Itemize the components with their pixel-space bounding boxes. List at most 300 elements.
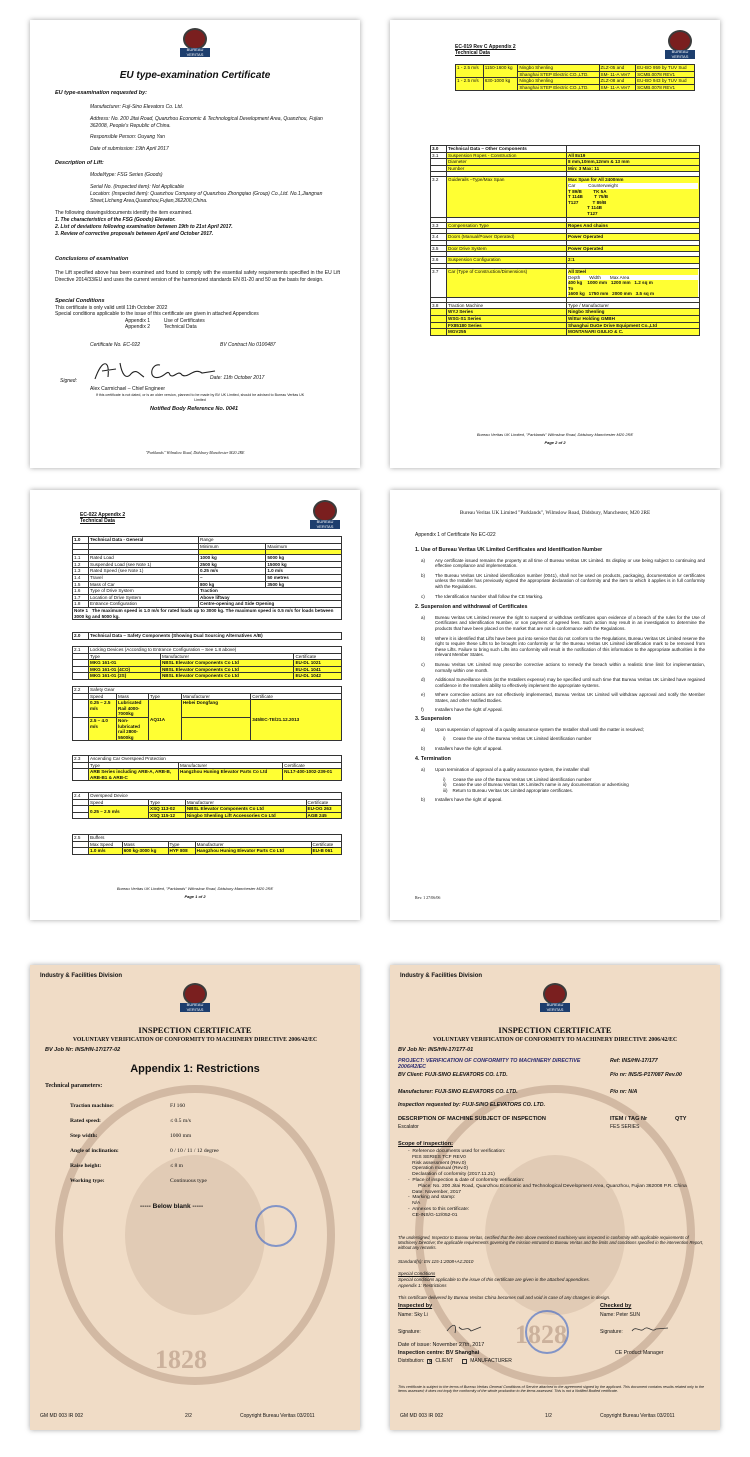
table-row (431, 257, 700, 264)
table-cell: 1.8 (73, 601, 89, 608)
parameters-list (70, 1099, 219, 1189)
table-cell: Safety Gear (89, 687, 342, 694)
table-cell (431, 316, 447, 323)
validity-line: This certificate is only valid until 11th October 2022 (55, 305, 168, 311)
table-cell (73, 693, 89, 700)
rule-subitem: i) Cease the use of the Bureau Veritas UK Limited identification number (443, 776, 592, 782)
table-cell: Traction Machine (447, 302, 567, 309)
distribution-row (398, 1358, 512, 1364)
table-cell: 0.25 – 2.5 m/s (89, 806, 149, 819)
table-cell: Diameter (447, 159, 567, 166)
table-row (73, 537, 342, 544)
table-cell: 1.7 (73, 594, 89, 601)
inspector-name: Name: Sky Li (398, 1312, 428, 1318)
rule-label: b) (421, 797, 426, 803)
appendix-title: Appendix 1: Restrictions (130, 1063, 260, 1075)
issue-date: Date of issue: November 27th, 2017 (398, 1342, 485, 1348)
client-checkbox-label: CLIENT (435, 1358, 454, 1364)
page-footer: Bureau Veritas UK Limited, "Parklands" Wilmslow Road, Didsbury Manchester M20 2RE (476, 432, 634, 437)
table-cell: 345/EC-TE/21.12.2013 (251, 700, 342, 741)
job-number: BV Job Nr: INS/HN-17/177-02 (45, 1047, 121, 1053)
table-cell (567, 177, 700, 217)
table-cell (567, 268, 700, 297)
table-cell: Car (Type of Construction/Dimensions) (447, 268, 567, 297)
table-cell: 0.25 – 2.5 m/s (89, 700, 117, 718)
rule-item (415, 692, 705, 703)
description-heading: DESCRIPTION OF MACHINE SUBJECT OF INSPECTION (398, 1116, 546, 1122)
table-cell: Ningbo Shenling (518, 65, 599, 72)
table-cell: EU-B 061 (311, 848, 341, 855)
table-row (73, 700, 342, 718)
special-note: Special conditions applicable to the issue of this certificate are given in attached Appendices (55, 311, 259, 317)
guiderail-line: T 114B T 75/B (568, 194, 609, 200)
safety-components-table (72, 632, 342, 640)
table-cell: Manufacturer (160, 653, 294, 660)
rule-subitem: iii) Return to Bureau Veritas UK Limited appropriate certificates. (443, 787, 574, 793)
rule-label: b) (421, 745, 426, 751)
scope-line: FES SERIES TCF REV0 (408, 1154, 466, 1160)
table-cell (73, 848, 89, 855)
table-row (456, 78, 695, 85)
conclusions-text: The Lift specified above has been examined and found to comply with the essential safety requirements specified in the EU Lift Directive 2014/33/EU and uses the current version of the harmonized standards EN 81-20 and 50 as the basis for design. (55, 270, 340, 283)
table-row (431, 177, 700, 217)
rule-text: Installers have the right of appeal. (435, 745, 503, 751)
checked-by-label: Checked by (600, 1303, 632, 1309)
table-cell: EU-DL 1041 (294, 666, 342, 673)
handwritten-signature (90, 355, 220, 385)
table-cell: Manufacturer (179, 762, 283, 769)
table-cell: All 8x19 (567, 152, 700, 159)
rule-item (415, 677, 705, 688)
parameter-value: 0 / 10 / 11 / 12 degree (170, 1148, 219, 1154)
appendix-reference: Appendix 1: Restrictions (398, 1283, 447, 1288)
certificate-title: EU type-examination Certificate (119, 70, 271, 81)
car-dims-line: 1600 kg 1750 mm 2000 mm 3.5 sq m (568, 291, 698, 297)
parameter-row (70, 1099, 219, 1114)
certificate-title: INSPECTION CERTIFICATE (138, 1025, 252, 1035)
delivered-statement: This certificate delivered by Bureau Veritas China becomes null and void in case of any changes in design. (398, 1295, 611, 1300)
table-cell: Manufacturer (185, 799, 306, 806)
table-cell: SM- 11-A Ver7 (599, 71, 636, 78)
table-cell: Type (89, 762, 179, 769)
signer-note: If this certificate is not dated, or is an older version, planned to be made by BV UK Limited, should be advised to Bureau Veritas UK Limited (95, 393, 305, 402)
table-cell: 3.1 (431, 152, 447, 159)
table-cell: 50 metres (266, 574, 342, 581)
table-cell: 2:1 (567, 257, 700, 264)
table-cell: Entrance Configuration (89, 601, 199, 608)
table-cell: 1.3 (73, 568, 89, 575)
table-cell (73, 666, 89, 673)
rule-item (415, 558, 705, 569)
table-cell: SCMB.0078 REV1 (636, 71, 695, 78)
table-row (73, 762, 342, 769)
table-cell: Minimum (199, 543, 266, 550)
table-row (73, 835, 342, 842)
table-cell: Suspension Configuration (447, 257, 567, 264)
bureau-veritas-logo: BUREAU VERITAS (310, 500, 340, 534)
technical-data-header: Technical Data (80, 518, 115, 524)
table-row (73, 647, 342, 654)
technical-data-page-ec019 (390, 20, 720, 468)
table-cell: NL17-400-1002-239-01 (283, 769, 342, 781)
parameter-value: ≤ 8 m (170, 1163, 184, 1169)
reference-number: Ref: INS/HN-17/177 (610, 1058, 658, 1064)
rules-body (415, 548, 705, 803)
checker-signature (630, 1323, 670, 1335)
table-row (73, 841, 342, 848)
table-cell: 1000 kg (199, 555, 266, 562)
page-footer: Bureau Veritas UK Limited, "Parklands" Wilmslow Road, Didsbury Manchester M20 2RE (116, 886, 274, 891)
table-cell: 15000 kg (266, 561, 342, 568)
signature-label: Signature: (398, 1329, 421, 1335)
table-row (73, 633, 342, 640)
page-footer: "Parklands" Wilmslow Road, Didsbury Manchester M20 2RE (145, 450, 245, 455)
table-cell: 5000 kg (266, 555, 342, 562)
table-cell: 2.2 (73, 687, 89, 694)
section-heading: 2. Suspension and withdrawal of Certificates (415, 604, 528, 611)
table-row (431, 159, 700, 166)
table-cell: 1 - 2.5 m/s (456, 65, 484, 78)
table-cell (73, 700, 89, 718)
table-cell: 2.4 (73, 793, 89, 800)
scope-line: - Marking and stamp: (408, 1195, 456, 1201)
rule-label: c) (421, 661, 425, 667)
table-cell: 3.7 (431, 268, 447, 297)
parameter-label: Step width: (70, 1133, 98, 1139)
table-cell: Traction (199, 588, 342, 595)
table-cell: EU-BO 959 by TUV Sud (636, 65, 695, 72)
table-cell (567, 146, 700, 153)
table-cell: ARB Series including ARB-A, ARB-B, ARB-B1 & ARB-C (89, 769, 179, 781)
item-tag-value: FES SERIES (610, 1124, 640, 1130)
rule-label: e) (421, 692, 426, 698)
rule-item (415, 662, 705, 673)
guiderail-line: T127 T 89/B (568, 199, 607, 205)
rule-item (415, 573, 705, 590)
table-cell: EU-DL 1042 (294, 673, 342, 680)
rule-text: The Identification Number shall follow the CE Marking. (435, 593, 544, 599)
table-cell: Overspeed Device (89, 793, 342, 800)
submission-date: Date of submission: 19th April 2017 (90, 146, 169, 152)
technical-parameters-heading: Technical parameters: (45, 1083, 103, 1089)
po-number-2: P/o nr: N/A (610, 1089, 638, 1095)
footer-page: 2/2 (185, 1413, 192, 1419)
table-row (73, 660, 342, 667)
table-cell (73, 673, 89, 680)
table-row (73, 574, 342, 581)
table-cell: Max Speed (89, 841, 123, 848)
rule-item (415, 767, 705, 773)
table-row (456, 65, 695, 72)
certificate-title: INSPECTION CERTIFICATE (498, 1025, 612, 1035)
table-cell: 3.0 (431, 146, 447, 153)
manufacturer-line: Manufacturer: Fuji-Sino Elevators Co. Ltd. (90, 104, 184, 110)
rule-text: Upon termination of approval of a quality assurance system, the installer shall (435, 767, 590, 773)
rule-text: Where it is identified that Lifts have been put into service that do not conform to the Regulations, Bureau Veritas UK Limited reserve the right to require these Lifts to be brought into conformity or for the Bureau Veritas UK Limited identification mark to be removed from these Lifts. Failure to bring such Lifts into conformity will result in the notification of this information to the appropriate authorities in the relevant Member States. (435, 635, 705, 658)
scope-line: Operation manual (Rev.0) (408, 1166, 468, 1172)
table-row (431, 222, 700, 229)
table-row (431, 165, 700, 172)
table-cell (73, 769, 89, 781)
general-data-table (72, 536, 342, 620)
table-cell: Speed (89, 693, 117, 700)
table-cell (73, 806, 89, 813)
table-row (73, 561, 342, 568)
table-cell: Suspension Ropes - Construction (447, 152, 567, 159)
table-cell: Type (149, 693, 182, 700)
table-cell: Certificate (311, 841, 341, 848)
table-cell: XSQ 113-02 (149, 806, 186, 813)
scope-line: CE-INS/G-12/052-01 (408, 1212, 458, 1218)
table-cell: Doors (Manual/Power Operated) (447, 234, 567, 241)
table-cell: 2.1 (73, 647, 89, 654)
rule-label: d) (421, 677, 426, 683)
locking-devices-table (72, 646, 342, 680)
table-cell: Hangzhou Huning Elevator Parts Co Ltd (179, 769, 283, 781)
inspection-stamp (525, 1310, 569, 1354)
certificate-subtitle: VOLUNTARY VERIFICATION OF CONFORMITY TO MACHINERY DIRECTIVE 2006/42/EC (72, 1037, 318, 1043)
table-cell: WYJ Series (447, 309, 567, 316)
table-cell (431, 159, 447, 166)
table-cell: Shanghai DuGe Drive Equipment Co.,Ltd (567, 322, 700, 329)
table-cell: ZLZ-05 and (599, 65, 636, 72)
description-heading: Description of Lift: (55, 160, 104, 166)
table-cell: Certificate (251, 693, 342, 700)
undersigned-statement: The undersigned, Inspector to Bureau Veritas, certified that the item above mentioned machinery was inspected in conformity with applicable requirements of Machinery Directive; the applicable requirements governing the mission entrusted to Bureau Veritas and the limits and conditions specified in the intervention Report, without any remarks. (398, 1235, 704, 1250)
table-row (73, 799, 342, 806)
table-cell: Hebei Dongfang (181, 700, 250, 718)
rule-label: f) (421, 707, 424, 713)
list-item: 1. The characteristics of the FSG (Goods) Elevator. (55, 217, 176, 223)
table-cell: MKG 161-01 (2S) (89, 673, 161, 680)
inspected-by-label: Inspected by (398, 1303, 433, 1309)
parameter-value: 1000 mm (170, 1133, 192, 1139)
rule-subitem: i) Cease the use of the Bureau Veritas UK Limited identification number (443, 736, 592, 742)
documents-list (55, 217, 233, 238)
table-cell (431, 165, 447, 172)
special-conditions-heading: Special Conditions (398, 1271, 436, 1276)
footer-right: Copyright Bureau Veritas 03/2011 (600, 1413, 675, 1419)
car-dims-line: To (568, 286, 698, 292)
table-cell (89, 543, 199, 550)
table-cell: 3.2 (431, 177, 447, 217)
table-cell: 1.2 (73, 561, 89, 568)
table-row (73, 543, 342, 550)
table-cell: HYF 808 (168, 848, 195, 855)
serial-line: Serial No. (Inspected item): Not Applicable (90, 184, 185, 190)
table-cell: Type / Manufacturer (567, 302, 700, 309)
table-cell: Lubricated Rail 4000-7000kg (117, 700, 149, 718)
product-manager-label: CE Product Manager (615, 1350, 664, 1356)
table-cell: 2.5 (73, 835, 89, 842)
table-cell: MKG 161-01 (4CO) (89, 666, 161, 673)
watermark-year: 1828 (155, 1345, 207, 1374)
scope-line: Risk assessment (Rev.0) (408, 1160, 467, 1166)
signer-name: Alex Carmichael – Chief Engineer (90, 386, 166, 392)
parameter-label: Traction machine: (70, 1103, 114, 1109)
table-cell (431, 329, 447, 336)
rule-subitem: ii) Cease the use of Bureau Veritas UK Limited's name in any documentation or advertising (443, 782, 629, 788)
table-cell: Shanghai STEP Electric CO.,LTD. (518, 71, 599, 78)
table-cell (73, 799, 89, 806)
signature-date: Date: 11th October 2017 (210, 375, 265, 381)
rule-label: a) (421, 726, 426, 732)
bureau-veritas-logo: BUREAU VERITAS (665, 30, 695, 64)
parameter-label: Raise height: (70, 1163, 102, 1169)
table-cell: Type (168, 841, 195, 848)
table-cell: EU-DL 1021 (294, 660, 342, 667)
table-cell: 1.0 m/s (89, 848, 123, 855)
appendix-title: Appendix 1 of Certificate No EC-022 (415, 532, 496, 538)
appendix-rules-page (390, 490, 720, 920)
scope-line: Date: November, 2017 (408, 1189, 462, 1195)
rule-text: The Bureau Veritas UK Limited identification number (0041), shall not be used on products, packaging, documentation or certificates unless the Installer has previously signed the appropriate declaration of conformity and the item to which it applies is in full conformity with the Regulations. (435, 572, 705, 589)
footer-left: GM MD 003 IR 002 (40, 1413, 84, 1419)
table-row (431, 316, 700, 323)
rule-item (415, 594, 705, 600)
table-cell: Ningbo Shenling Lift Accessories Co Ltd (185, 812, 306, 819)
address-line: Address: No. 200 Jitai Road, Quanzhou Economic & Technological Development Area, Quanzhou, Fujian 362008, People's Republic of China. (90, 116, 323, 129)
table-cell: 1.0 m/s (266, 568, 342, 575)
table-row (73, 607, 342, 619)
section-heading: 1. Use of Bureau Veritas UK Limited Certificates and Identification Number (415, 547, 603, 553)
parameter-row (70, 1174, 219, 1189)
table-cell: Certificate (294, 653, 342, 660)
table-cell: MGV255 (447, 329, 567, 336)
table-row (73, 568, 342, 575)
table-cell (73, 841, 89, 848)
rule-item (415, 727, 705, 733)
special-conditions-text: Special conditions applicable to the issue of this certificate are given in the attached appendices. (398, 1277, 590, 1282)
conclusions-heading: Conclusions of examination (55, 256, 129, 262)
qty-heading: QTY (675, 1116, 687, 1122)
manufacturer-line: Manufacturer: FUJI-SINO ELEVATORS CO. LTD. (398, 1089, 518, 1095)
table-cell: Certificate (283, 762, 342, 769)
fine-print: This certificate is subject to the terms of Bureau Veritas General Conditions of Service attached to the agreement signed by the applicant. This document contains results related only to the items assessed; it does not imply the conformity of the whole production to the items assessed. This is not a Notified Bodied certificate. (398, 1385, 705, 1394)
signature-label-2: Signature: (600, 1329, 623, 1335)
bureau-veritas-logo: BUREAU VERITAS (540, 983, 570, 1017)
acop-table (72, 755, 342, 781)
table-row (73, 594, 342, 601)
table-cell: NBSL Elevator Components Co Ltd (160, 666, 294, 673)
guiderail-line: T 114B (568, 205, 602, 211)
parameter-label: Angle of inclination: (70, 1148, 119, 1154)
table-cell: 1.4 (73, 574, 89, 581)
table-cell: SM- 11-A Ver7 (599, 84, 636, 91)
bureau-veritas-logo: BUREAU VERITAS (180, 28, 210, 62)
scope-line: Declaration of conformity (2017.11.21) (408, 1172, 495, 1178)
rule-label: a) (421, 614, 426, 620)
table-cell: 3.4 (431, 234, 447, 241)
table-row (73, 756, 342, 763)
table-row (73, 693, 342, 700)
signed-label: Signed: (60, 378, 77, 384)
inspection-certificate-main (390, 965, 720, 1430)
table-cell: WSG-S1 Series (447, 316, 567, 323)
rule-label: c) (421, 593, 425, 599)
parameter-label: Rated speed: (70, 1118, 101, 1124)
client-checkbox[interactable]: ✕ (428, 1358, 433, 1364)
table-row (73, 666, 342, 673)
list-item: 3. Review of corrective proposals between April and October 2017. (55, 231, 214, 237)
table-cell (73, 762, 89, 769)
table-row (431, 329, 700, 336)
location-line: Location: (Inspected item): Quanzhou Company of Quanzhou Zhongqiao (Group) Co.,Ltd. No.1,Jiangnan Street,Licheng Area,Quanzhou,Fujian,362200,China. (90, 191, 323, 204)
inspector-signature (445, 1321, 485, 1335)
table-row (73, 793, 342, 800)
drive-table (455, 64, 695, 91)
appendix-header: EC-019 Rev C Appendix 2 (455, 44, 516, 50)
scope-line: Place: No. 200 Jitai Road, Quanzhou Economic and Technological Development Area, Quanzhou, Fujian 362008 P.R. China (414, 1183, 687, 1189)
table-cell: XSQ 115-12 (149, 812, 186, 819)
rule-item (415, 636, 705, 658)
table-cell: Compensation Type (447, 222, 567, 229)
rule-text: Bureau Veritas UK Limited may prescribe corrective actions to remedy the breach within a realistic time limit for implementation, normally within one month. (435, 661, 705, 673)
rule-item (415, 797, 705, 803)
parameter-row (70, 1144, 219, 1159)
table-cell: 1150-1600 kg (483, 65, 518, 78)
table-cell: Min: 3 Max: 11 (567, 165, 700, 172)
table-cell: Door Drive System (447, 245, 567, 252)
car-dims-line: 400 kg 1000 mm 1200 mm 1.2 sq m (568, 280, 698, 286)
rule-text: Upon suspension of approval of a quality assurance system the Installer shall until the matter is resolved; (435, 726, 644, 732)
table-cell: 8 mm,10mm,12mm & 13 mm (567, 159, 700, 166)
table-cell (73, 717, 89, 740)
job-number: BV Job Nr: INS/HN-17/177-01 (398, 1047, 474, 1053)
table-row (73, 769, 342, 781)
manufacturer-checkbox[interactable] (462, 1359, 467, 1364)
table-cell: Ropes And chains (567, 222, 700, 229)
table-cell: Power Operated (567, 245, 700, 252)
table-cell: Non-lubricated rail 2800-5500kg (117, 717, 149, 740)
requested-by-heading: EU type-examination requested by: (55, 90, 147, 96)
page-number: Page 2 of 2 (544, 440, 566, 445)
other-components-table (430, 145, 700, 336)
table-cell: Hangzhou Huning Elevator Parts Co Ltd (195, 848, 311, 855)
table-cell: AGB 245 (306, 812, 341, 819)
scope-line: - Place of inspection & date of conformity verification: (408, 1177, 525, 1183)
table-cell: 2.5 – 4.0 m/s (89, 717, 117, 740)
table-cell (431, 309, 447, 316)
table-cell: Technical Data – Other Components (447, 146, 567, 153)
revision-label: Rev. 1 27/06/06 (415, 895, 441, 900)
list-item: 2. List of deviations following examination between 19th to 21st April 2017. (55, 224, 233, 230)
table-row (73, 687, 342, 694)
scope-line: N/A (408, 1201, 421, 1207)
appendix-line: Appendix 2 Technical Data (125, 324, 197, 330)
rule-text: Installers have the right of Appeal. (435, 707, 503, 713)
appendix-header: EC-022 Appendix 2 (80, 512, 126, 518)
parameter-row (70, 1114, 219, 1129)
inspection-requested: Inspection requested by: FUJI-SINO ELEVATORS CO. LTD. (398, 1102, 546, 1108)
parameter-row (70, 1159, 219, 1174)
table-cell: 2.3 (73, 756, 89, 763)
table-cell: Centre-opening and Side Opening (199, 601, 342, 608)
rule-text: Where corrective actions are not effectively implemented, Bureau Veritas UK Limited will withdraw approval and notify the Member States, and other Notified Bodies. (435, 692, 705, 703)
scope-heading: Scope of inspection: (398, 1141, 454, 1147)
table-cell: Travel (89, 574, 199, 581)
rule-text: Any certificate issued remains the property at all time of Bureau Veritas UK Limited. Its display or use being subject to continuing and effective compliance and implementation. (435, 557, 705, 569)
table-cell: Note 1 The maximum speed is 1.0 m/s for rated loads up to 3000 kg. The maximum speed is 0.5 m/s for loads between 3000 kg and 5000 kg. (73, 607, 342, 619)
notified-body-reference: Notified Body Reference No. 0041 (150, 406, 239, 412)
table-row (73, 673, 342, 680)
table-cell: 3.6 (431, 257, 447, 264)
table-cell: Ascending Car Overspeed Protection (89, 756, 342, 763)
inspection-certificate-appendix (30, 965, 360, 1430)
table-cell: 1 - 2.5 m/s (456, 78, 484, 91)
bv-contract-number: BV Contract No 0100487 (220, 342, 276, 348)
footer-page: 1/2 (545, 1413, 552, 1419)
